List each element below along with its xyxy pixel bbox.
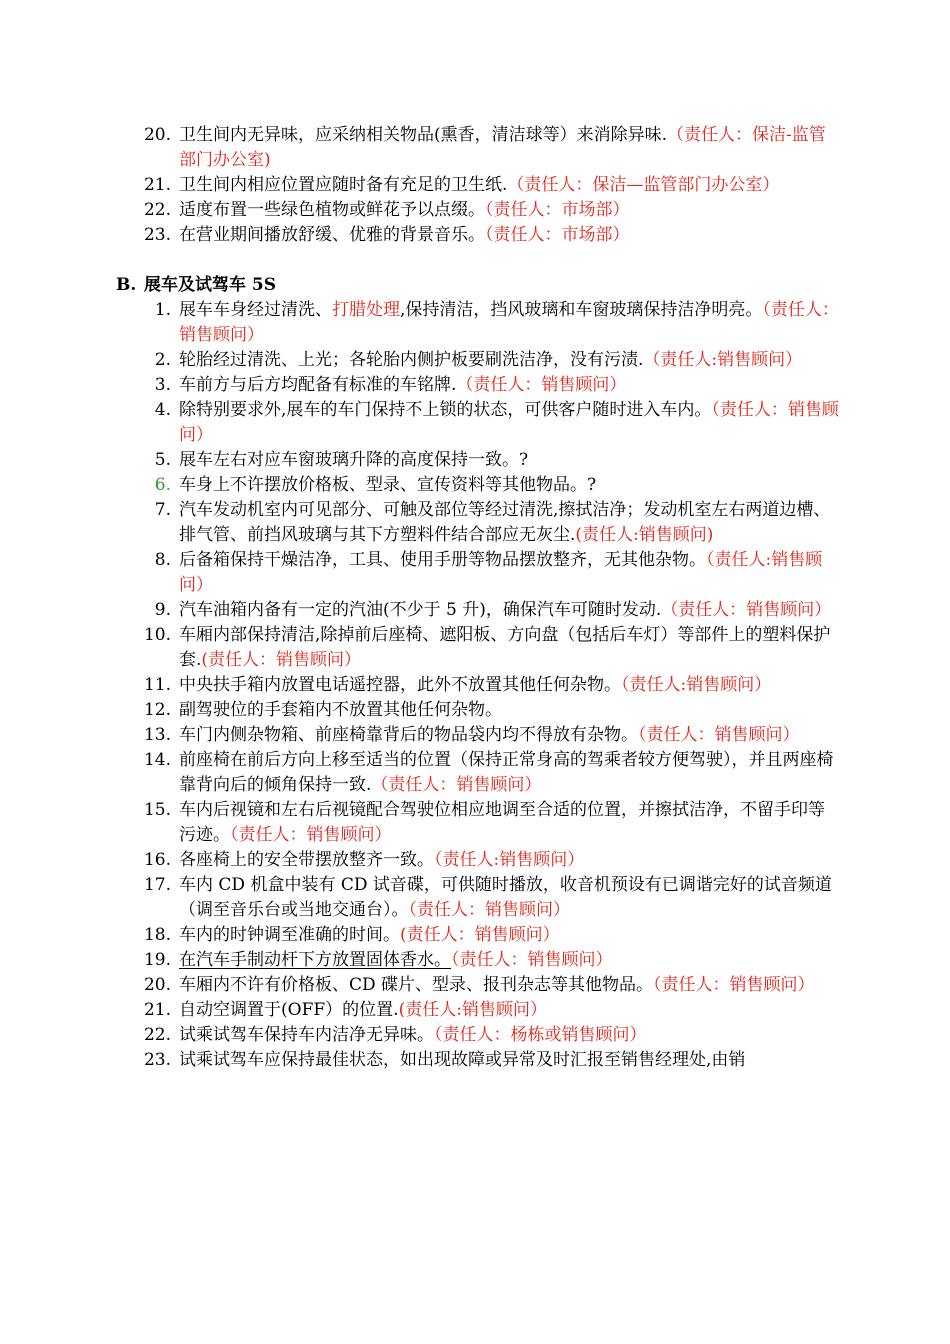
item-number: 2. [154, 350, 171, 370]
item-text: 在营业期间播放舒缓、优雅的背景音乐。 [179, 225, 485, 245]
list-item [0, 473, 950, 498]
item-text: 卫生间内相应位置应随时备有充足的卫生纸. [179, 175, 508, 195]
section-letter: B. [116, 275, 137, 295]
item-number: 13. [143, 725, 171, 745]
responsibility: （责任人：销售顾问） [638, 725, 800, 745]
responsibility: （责任人：市场部） [485, 200, 630, 220]
responsibility: (责任人:销售顾问） [398, 1000, 547, 1020]
item-text: 试乘试驾车应保持最佳状态，如出现故障或异常及时汇报至销售经理处,由销 [179, 1050, 746, 1070]
item-text: 自动空调置于(OFF）的位置. [179, 1000, 399, 1020]
item-number: 11. [143, 675, 171, 695]
section-b-heading [116, 273, 276, 298]
list-item [0, 848, 950, 873]
section-title: 展车及试驾车 5S [144, 275, 277, 295]
list-item [0, 198, 950, 223]
list-item [0, 1023, 950, 1048]
responsibility: （责任人:销售顾问） [434, 850, 585, 870]
item-text: 后备箱保持干燥洁净，工具、使用手册等物品摆放整齐，无其他杂物。 [179, 550, 706, 570]
responsibility: （责任人：销售顾问） [179, 400, 839, 445]
item-text: ,保持清洁，挡风玻璃和车窗玻璃保持洁净明亮。 [400, 300, 763, 320]
item-number: 21. [143, 1000, 171, 1020]
item-number: 14. [143, 750, 171, 770]
item-text: 车门内侧杂物箱、前座椅靠背后的物品袋内均不得放有杂物。 [179, 725, 638, 745]
list-item [0, 998, 950, 1023]
item-number: 22. [143, 1025, 171, 1045]
item-text: 中央扶手箱内放置电话遥控器，此外不放置其他任何杂物。 [179, 675, 621, 695]
item-text: 车内的时钟调至准确的时间。 [179, 925, 400, 945]
item-text: 汽车油箱内备有一定的汽油(不少于 5 升)，确保汽车可随时发动. [179, 600, 662, 620]
item-text: 在汽车手制动杆下方放置固体香水。 [179, 950, 451, 970]
responsibility: （责任人:销售顾问） [643, 350, 803, 370]
list-item [0, 298, 950, 348]
item-number: 5. [154, 450, 171, 470]
responsibility: （责任人：销售顾问） [661, 600, 832, 620]
item-number: 18. [143, 925, 171, 945]
section-b-list [0, 298, 950, 1073]
list-item [0, 798, 950, 848]
responsibility: (责任人：销售顾问） [201, 650, 362, 670]
item-number: 20. [143, 125, 171, 145]
item-number: 15. [143, 800, 171, 820]
item-number: 3. [154, 375, 171, 395]
responsibility: （责任人:销售顾问） [179, 550, 823, 595]
item-number: 9. [154, 600, 171, 620]
item-number: 19. [143, 950, 171, 970]
list-item [0, 373, 950, 398]
item-number: 6. [154, 475, 171, 495]
item-number: 23. [143, 1050, 171, 1070]
list-item [0, 123, 950, 173]
item-number: 4. [154, 400, 171, 420]
list-item [0, 948, 950, 973]
item-number: 23. [143, 225, 171, 245]
item-text: 除特别要求外,展车的车门保持不上锁的状态，可供客户随时进入车内。 [179, 400, 712, 420]
list-item [0, 923, 950, 948]
item-number: 22. [143, 200, 171, 220]
item-text: 车前方与后方均配备有标准的车铭牌. [179, 375, 457, 395]
list-item [0, 498, 950, 548]
list-item [0, 223, 950, 248]
item-number: 21. [143, 175, 171, 195]
item-number: 1. [154, 300, 171, 320]
item-text: 各座椅上的安全带摆放整齐一致。 [179, 850, 434, 870]
list-item [0, 723, 950, 748]
responsibility: （责任人：销售顾问） [371, 775, 542, 795]
list-item [0, 623, 950, 673]
item-text: 车身上不许摆放价格板、型录、宣传资料等其他物品。? [179, 475, 597, 495]
item-text: 展车左右对应车窗玻璃升降的高度保持一致。? [179, 450, 529, 470]
responsibility: （责任人:销售顾问） [621, 675, 772, 695]
item-number: 12. [143, 700, 171, 720]
item-text: 汽车发动机室内可见部分、可触及部位等经过清洗,擦拭洁净；发动机室左右两道边槽、排气管、前挡风玻璃与其下方塑料件结合部应无灰尘. [179, 500, 831, 545]
list-item [0, 873, 950, 923]
list-item [0, 398, 950, 448]
list-item [0, 598, 950, 623]
responsibility: （责任人：销售顾问） [653, 975, 815, 995]
responsibility: (责任人:销售顾问) [575, 525, 714, 545]
item-text: 车厢内不许有价格板、CD 碟片、型录、报刊杂志等其他物品。 [179, 975, 654, 995]
item-text: 轮胎经过清洗、上光；各轮胎内侧护板要刷洗洁净，没有污渍. [179, 350, 644, 370]
responsibility: （责任人：销售顾问） [451, 950, 613, 970]
item-text: 前座椅在前后方向上移至适当的位置（保持正常身高的驾乘者较方便驾驶），并且两座椅靠背向后的倾角保持一致. [179, 750, 834, 795]
item-text: 车内 CD 机盒中装有 CD 试音碟，可供随时播放，收音机预设有已调谐完好的试音频道（调至音乐台或当地交通台）。 [179, 875, 832, 920]
list-item [0, 748, 950, 798]
item-text: 适度布置一些绿色植物或鲜花予以点缀。 [179, 200, 485, 220]
list-item [0, 348, 950, 373]
responsibility: （责任人：销售顾问） [230, 825, 392, 845]
responsibility: （责任人：保洁—监管部门办公室） [507, 175, 780, 195]
item-text: 试乘试驾车保持车内洁净无异味。 [179, 1025, 434, 1045]
responsibility: （责任人：销售顾问） [408, 900, 570, 920]
item-number: 17. [143, 875, 171, 895]
item-text: 车厢内部保持清洁,除掉前后座椅、遮阳板、方向盘（包括后车灯）等部件上的塑料保护套. [179, 625, 831, 670]
list-item [0, 698, 950, 723]
item-number: 8. [154, 550, 171, 570]
item-text-highlight: 打腊处理 [332, 300, 400, 320]
list-item [0, 448, 950, 473]
list-item [0, 673, 950, 698]
item-text: 副驾驶位的手套箱内不放置其他任何杂物。 [179, 700, 502, 720]
list-item [0, 1048, 950, 1073]
responsibility: （责任人：销售顾问） [456, 375, 627, 395]
item-number: 10. [143, 625, 171, 645]
responsibility: （责任人：市场部） [485, 225, 630, 245]
list-item [0, 973, 950, 998]
section-a-list [0, 123, 950, 248]
responsibility: （责任人：杨栋或销售顾问） [434, 1025, 647, 1045]
responsibility: （责任人：保洁-监管部门办公室) [179, 125, 826, 170]
item-text: 车内后视镜和左右后视镜配合驾驶位相应地调至合适的位置，并擦拭洁净，不留手印等污迹。 [179, 800, 825, 845]
item-text: 展车车身经过清洗、 [179, 300, 332, 320]
responsibility: （责任人：销售顾问） [179, 300, 839, 345]
item-text: 卫生间内无异味，应采纳相关物品(熏香，清洁球等）来消除异味. [179, 125, 668, 145]
list-item [0, 173, 950, 198]
responsibility: (责任人：销售顾问） [400, 925, 560, 945]
item-number: 20. [143, 975, 171, 995]
list-item [0, 548, 950, 598]
item-number: 16. [143, 850, 171, 870]
item-number: 7. [154, 500, 171, 520]
